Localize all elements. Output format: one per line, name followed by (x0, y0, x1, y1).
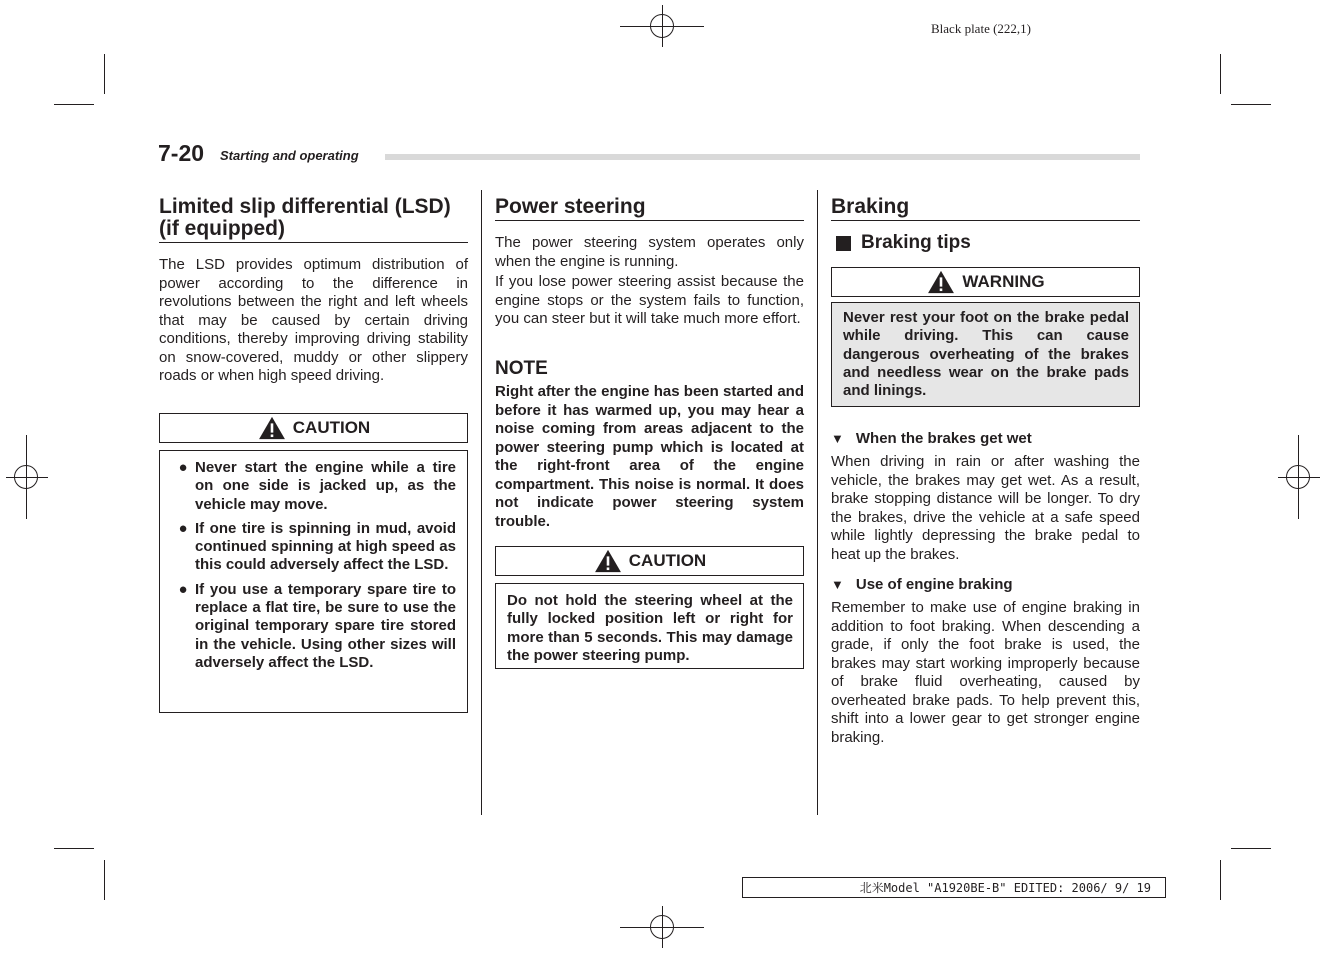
warning-triangle-icon (257, 416, 287, 440)
lsd-title: Limited slip differential (LSD) (if equipped) (159, 195, 451, 240)
bullet-icon: ● (178, 459, 188, 476)
column-divider (481, 190, 482, 815)
edit-stamp: 北米Model "A1920BE-B" EDITED: 2006/ 9/ 19 (742, 877, 1166, 898)
braking-title: Braking (831, 195, 910, 218)
warning-label: WARNING (962, 272, 1045, 291)
title-rule (159, 242, 468, 243)
caution-label: CAUTION (628, 551, 707, 570)
crop-mark (104, 54, 105, 94)
list-item: ● If one tire is spinning in mud, avoid continued spinning at high speed as this could adversely affect the LSD. (171, 520, 456, 575)
down-triangle-icon: ▼ (831, 431, 844, 446)
down-triangle-icon: ▼ (831, 577, 844, 592)
list-item: ● Never start the engine while a tire on one side is jacked up, as the vehicle may move. (171, 459, 456, 514)
note-heading: NOTE (495, 358, 548, 379)
warning-triangle-icon (593, 549, 623, 573)
braking-tips-heading: Braking tips (836, 232, 971, 254)
note-text: Right after the engine has been started and before it has warmed up, you may hear a noise coming from areas adjacent to the power steering pump which is located at the right-front area of the engine compartment. This noise is normal. It does not indicate power steering system trouble. (495, 383, 804, 530)
caution-header (495, 546, 804, 576)
wet-brakes-heading: ▼ When the brakes get wet (831, 430, 1032, 447)
warning-triangle-icon (926, 270, 956, 294)
list-item: ● If you use a temporary spare tire to replace a flat tire, be sure to use the original temporary spare tire stored in the vehicle. Using other sizes will adversely affect the LSD. (171, 581, 456, 672)
warning-header (831, 267, 1140, 297)
section-name: Starting and operating (220, 148, 359, 163)
title-rule (495, 220, 804, 221)
lsd-body: The LSD provides optimum distribution of power according to the difference in revolutions between the right and left wheels that may be caused by certain driving conditions, thereby improving driving stability on snow-covered, muddy or other slippery roads or when high speed driving. (159, 256, 468, 384)
crop-mark (1220, 54, 1221, 94)
square-bullet-icon (836, 236, 851, 251)
header-bar (385, 154, 1140, 160)
crop-mark (1220, 860, 1221, 900)
crop-mark (54, 848, 94, 849)
bullet-icon: ● (178, 580, 188, 598)
page-number: 7-20 (158, 140, 205, 166)
wet-brakes-text: When driving in rain or after washing the vehicle, the brakes may get wet. As a result, brake stopping distance will be longer. To dry the brakes, drive the vehicle at a safe speed while lightly depressing the brake pedal to heat up the brakes. (831, 453, 1140, 563)
crop-mark (54, 104, 94, 105)
caution-label: CAUTION (292, 418, 371, 437)
caution-body (159, 450, 468, 713)
caution-header (159, 413, 468, 443)
crop-mark (1231, 848, 1271, 849)
power-steering-title: Power steering (495, 195, 646, 218)
crop-mark (104, 860, 105, 900)
plate-label: Black plate (222,1) (931, 21, 1031, 36)
power-steering-p2: If you lose power steering assist because the engine stops or the system fails to function, you can steer but it will take much more effort. (495, 273, 804, 327)
engine-braking-text: Remember to make use of engine braking in addition to foot braking. When descending a grade, if only the foot brake is used, the brakes may start working improperly because of brake fluid overheating, caused by overheated brake pads. To help prevent this, shift into a lower gear to get stronger engine braking. (831, 599, 1140, 746)
caution-body: Do not hold the steering wheel at the fully locked position left or right for more than 5 seconds. This may damage the power steering pump. (495, 583, 804, 669)
bullet-icon: ● (178, 519, 188, 537)
title-rule (831, 220, 1140, 221)
power-steering-p1: The power steering system operates only when the engine is running. (495, 234, 804, 270)
crop-mark (1231, 104, 1271, 105)
engine-braking-heading: ▼ Use of engine braking (831, 576, 1013, 593)
warning-body: Never rest your foot on the brake pedal while driving. This can cause dangerous overheating of the brakes and needless wear on the brake pads and linings. (831, 302, 1140, 407)
column-divider (817, 190, 818, 815)
